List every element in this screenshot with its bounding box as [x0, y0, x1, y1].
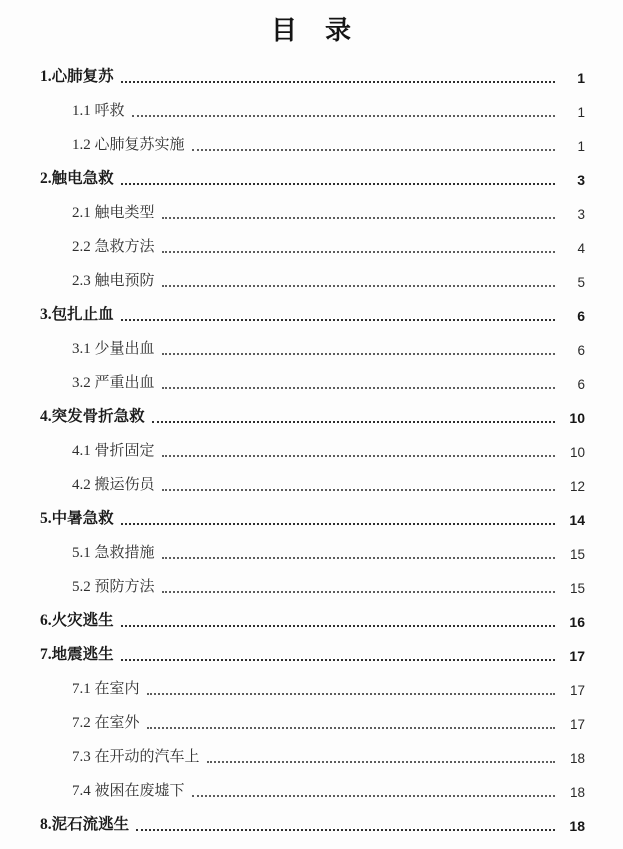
toc-entry — [40, 262, 585, 296]
toc-entry-label: 8.泥石流逃生 — [40, 816, 130, 833]
toc-entry-label: 5.中暑急救 — [40, 510, 114, 527]
toc-entry-page: 18 — [569, 818, 585, 834]
toc-entry-label: 2.触电急救 — [40, 170, 114, 187]
toc-entry-label: 5.2 预防方法 — [72, 579, 155, 595]
toc-entry-label: 7.1 在室内 — [72, 681, 140, 697]
toc-entry-label: 1.心肺复苏 — [40, 68, 114, 85]
toc-leader-dots — [147, 693, 555, 695]
toc-entry-page: 16 — [569, 614, 585, 630]
toc-entry-label: 2.1 触电类型 — [72, 205, 155, 221]
toc-entry — [40, 704, 585, 738]
toc-entry-label: 5.1 急救措施 — [72, 545, 155, 561]
toc-entry-page: 3 — [577, 172, 585, 188]
toc-entry-page: 1 — [577, 139, 585, 154]
toc-leader-dots — [121, 625, 555, 627]
toc-entry — [40, 194, 585, 228]
toc-leader-dots — [162, 557, 555, 559]
toc-entry — [40, 772, 585, 806]
toc-entry — [40, 806, 585, 840]
toc-leader-dots — [121, 319, 555, 321]
toc-entry-page: 17 — [569, 717, 585, 732]
toc-entry — [40, 500, 585, 534]
toc-leader-dots — [162, 251, 555, 253]
toc-entry-page: 1 — [577, 70, 585, 86]
toc-entry-label: 7.地震逃生 — [40, 646, 114, 663]
toc-entry-page: 6 — [577, 377, 585, 392]
toc-leader-dots — [147, 727, 555, 729]
toc-leader-dots — [162, 387, 555, 389]
page-title: 目 录 — [270, 16, 352, 45]
toc-leader-dots — [152, 421, 555, 423]
toc-entry-page: 10 — [569, 445, 585, 460]
toc-leader-dots — [132, 115, 555, 117]
toc-leader-dots — [121, 183, 555, 185]
toc-entry-label: 1.1 呼救 — [72, 103, 125, 119]
toc-leader-dots — [162, 455, 555, 457]
toc-leader-dots — [207, 761, 555, 763]
toc-entry — [40, 330, 585, 364]
toc-entry-label: 2.3 触电预防 — [72, 273, 155, 289]
toc-entry-page: 15 — [569, 547, 585, 562]
toc-entry-label: 6.火灾逃生 — [40, 612, 114, 629]
toc-entry-label: 1.2 心肺复苏实施 — [72, 137, 185, 153]
toc-entry — [40, 92, 585, 126]
toc-entry-page: 3 — [577, 207, 585, 222]
toc-entry-page: 1 — [577, 105, 585, 120]
toc-entry-label: 7.3 在开动的汽车上 — [72, 749, 200, 765]
toc-entry-page: 6 — [577, 308, 585, 324]
toc-entry — [40, 738, 585, 772]
toc-entry — [40, 602, 585, 636]
toc-entry-label: 4.突发骨折急救 — [40, 408, 145, 425]
toc-entry — [40, 398, 585, 432]
toc-leader-dots — [162, 591, 555, 593]
toc-entry — [40, 58, 585, 92]
toc-list — [40, 58, 585, 840]
toc-leader-dots — [121, 659, 555, 661]
toc-entry — [40, 568, 585, 602]
toc-entry — [40, 534, 585, 568]
toc-entry-page: 12 — [569, 479, 585, 494]
toc-entry-page: 6 — [577, 343, 585, 358]
toc-entry-page: 10 — [569, 410, 585, 426]
toc-entry — [40, 160, 585, 194]
toc-entry-page: 4 — [577, 241, 585, 256]
toc-entry — [40, 364, 585, 398]
toc-entry-label: 2.2 急救方法 — [72, 239, 155, 255]
toc-entry-page: 18 — [569, 751, 585, 766]
toc-entry — [40, 126, 585, 160]
toc-entry — [40, 228, 585, 262]
toc-entry-label: 3.包扎止血 — [40, 306, 114, 323]
toc-entry-label: 7.4 被困在废墟下 — [72, 783, 185, 799]
toc-entry — [40, 670, 585, 704]
toc-entry — [40, 296, 585, 330]
toc-leader-dots — [136, 829, 555, 831]
toc-leader-dots — [192, 795, 555, 797]
toc-entry-page: 5 — [577, 275, 585, 290]
toc-entry-label: 4.1 骨折固定 — [72, 443, 155, 459]
toc-entry-label: 3.1 少量出血 — [72, 341, 155, 357]
toc-leader-dots — [162, 353, 555, 355]
toc-entry-page: 14 — [569, 512, 585, 528]
toc-entry-page: 15 — [569, 581, 585, 596]
toc-leader-dots — [121, 523, 555, 525]
toc-entry — [40, 432, 585, 466]
toc-leader-dots — [162, 489, 555, 491]
toc-entry — [40, 636, 585, 670]
toc-entry-page: 17 — [569, 648, 585, 664]
toc-leader-dots — [192, 149, 555, 151]
toc-entry-label: 7.2 在室外 — [72, 715, 140, 731]
toc-entry — [40, 466, 585, 500]
toc-entry-page: 18 — [569, 785, 585, 800]
toc-leader-dots — [162, 217, 555, 219]
toc-entry-label: 4.2 搬运伤员 — [72, 477, 155, 493]
toc-entry-page: 17 — [569, 683, 585, 698]
toc-entry-label: 3.2 严重出血 — [72, 375, 155, 391]
toc-leader-dots — [121, 81, 555, 83]
toc-leader-dots — [162, 285, 555, 287]
